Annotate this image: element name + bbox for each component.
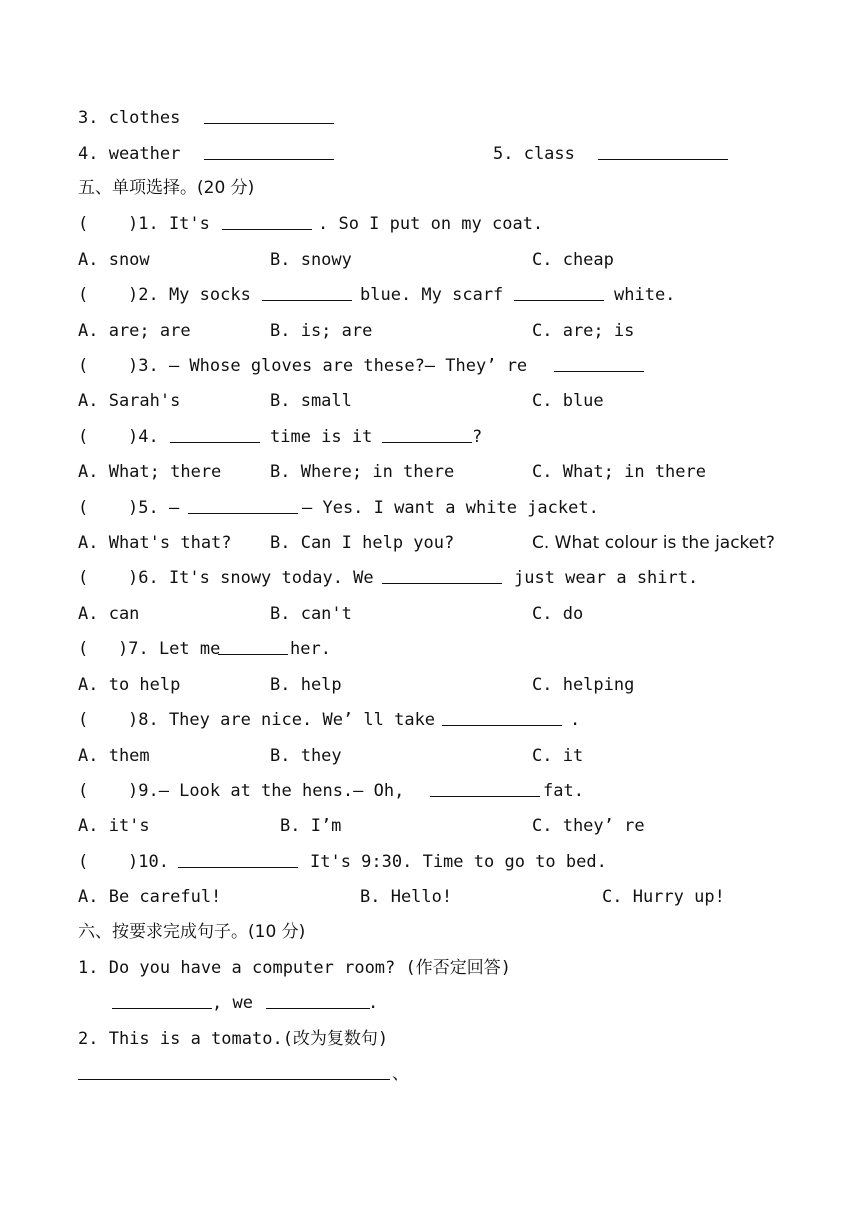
option-b[interactable]: B. is; are xyxy=(270,321,373,341)
options-5 xyxy=(78,531,775,555)
option-a[interactable]: A. snow xyxy=(78,250,150,270)
answer-blank[interactable] xyxy=(218,637,288,655)
options-3 xyxy=(78,389,604,413)
answer-blank[interactable] xyxy=(514,283,604,301)
option-a[interactable]: A. What; there xyxy=(78,462,222,482)
answer-blank[interactable] xyxy=(204,142,334,160)
options-10 xyxy=(78,885,725,909)
vocab-line-3 xyxy=(78,106,181,130)
option-c[interactable]: C. What colour is the jacket? xyxy=(532,533,775,553)
answer-blank[interactable] xyxy=(598,142,728,160)
answer-blank[interactable] xyxy=(112,991,212,1009)
option-a[interactable]: A. What's that? xyxy=(78,533,232,553)
task-1: 1. Do you have a computer room? (作否定回答) xyxy=(78,958,511,978)
option-c[interactable]: C. they’ re xyxy=(532,816,645,836)
option-b[interactable]: B. Hello! xyxy=(360,887,453,907)
options-1 xyxy=(78,248,614,272)
option-a[interactable]: A. Be careful! xyxy=(78,887,222,907)
option-b[interactable]: B. help xyxy=(270,675,342,695)
vocab-item-3: 3. clothes xyxy=(78,108,181,128)
question-2: ( )2. My socks blue. My scarf white. xyxy=(78,285,676,305)
option-b[interactable]: B. I’m xyxy=(280,816,342,836)
question-5: ( )5. — — Yes. I want a white jacket. xyxy=(78,498,599,518)
option-a[interactable]: A. are; are xyxy=(78,321,191,341)
options-7 xyxy=(78,673,635,697)
question-9: ( )9.— Look at the hens.— Oh, fat. xyxy=(78,781,584,801)
answer-blank[interactable] xyxy=(178,850,298,868)
task-2: 2. This is a tomato.(改为复数句) xyxy=(78,1029,389,1049)
option-c[interactable]: C. blue xyxy=(532,391,604,411)
option-b[interactable]: B. Where; in there xyxy=(270,462,455,482)
options-9 xyxy=(78,814,645,838)
answer-blank[interactable] xyxy=(204,106,334,124)
option-c[interactable]: C. do xyxy=(532,604,584,624)
option-b[interactable]: B. snowy xyxy=(270,250,352,270)
task-1-answer: , we . xyxy=(78,991,119,1015)
question-6: ( )6. It's snowy today. We just wear a shirt. xyxy=(78,568,699,588)
option-a[interactable]: A. can xyxy=(78,604,140,624)
question-10: ( )10. It's 9:30. Time to go to bed. xyxy=(78,852,607,872)
options-4 xyxy=(78,460,706,484)
vocab-item-5: 5. class xyxy=(493,144,575,164)
answer-blank[interactable] xyxy=(442,708,562,726)
vocab-line-4 xyxy=(78,142,575,166)
option-c[interactable]: C. it xyxy=(532,746,584,766)
section-title: 五、单项选择。(20 分) xyxy=(78,178,255,198)
option-c[interactable]: C. are; is xyxy=(532,321,635,341)
option-c[interactable]: C. cheap xyxy=(532,250,614,270)
answer-blank[interactable] xyxy=(266,991,370,1009)
option-c[interactable]: C. helping xyxy=(532,675,635,695)
answer-blank[interactable] xyxy=(382,425,472,443)
question-1: ( )1. It's . So I put on my coat. xyxy=(78,214,544,234)
answer-blank[interactable] xyxy=(170,425,260,443)
option-b[interactable]: B. Can I help you? xyxy=(270,533,455,553)
options-8 xyxy=(78,744,584,768)
option-b[interactable]: B. small xyxy=(270,391,352,411)
answer-blank[interactable] xyxy=(430,779,540,797)
answer-blank[interactable] xyxy=(222,212,312,230)
option-c[interactable]: C. Hurry up! xyxy=(602,887,725,907)
question-4: ( )4. time is it ? xyxy=(78,427,483,447)
options-6 xyxy=(78,602,584,626)
option-b[interactable]: B. can't xyxy=(270,604,352,624)
task-2-answer: 、 xyxy=(78,1062,119,1086)
question-7: ( )7. Let me her. xyxy=(78,639,331,659)
answer-blank[interactable] xyxy=(262,283,352,301)
option-b[interactable]: B. they xyxy=(270,746,342,766)
option-a[interactable]: A. to help xyxy=(78,675,181,695)
option-a[interactable]: A. it's xyxy=(78,816,150,836)
options-2 xyxy=(78,319,635,343)
option-a[interactable]: A. Sarah's xyxy=(78,391,181,411)
question-8: ( )8. They are nice. We’ ll take . xyxy=(78,710,581,730)
answer-blank[interactable] xyxy=(382,566,502,584)
option-a[interactable]: A. them xyxy=(78,746,150,766)
option-c[interactable]: C. What; in there xyxy=(532,462,706,482)
section-title: 六、按要求完成句子。(10 分) xyxy=(78,922,306,942)
vocab-item-4: 4. weather xyxy=(78,144,181,164)
answer-blank[interactable] xyxy=(78,1062,390,1080)
answer-blank[interactable] xyxy=(554,354,644,372)
question-3: ( )3. — Whose gloves are these?— They’ re xyxy=(78,354,119,378)
answer-blank[interactable] xyxy=(188,496,298,514)
